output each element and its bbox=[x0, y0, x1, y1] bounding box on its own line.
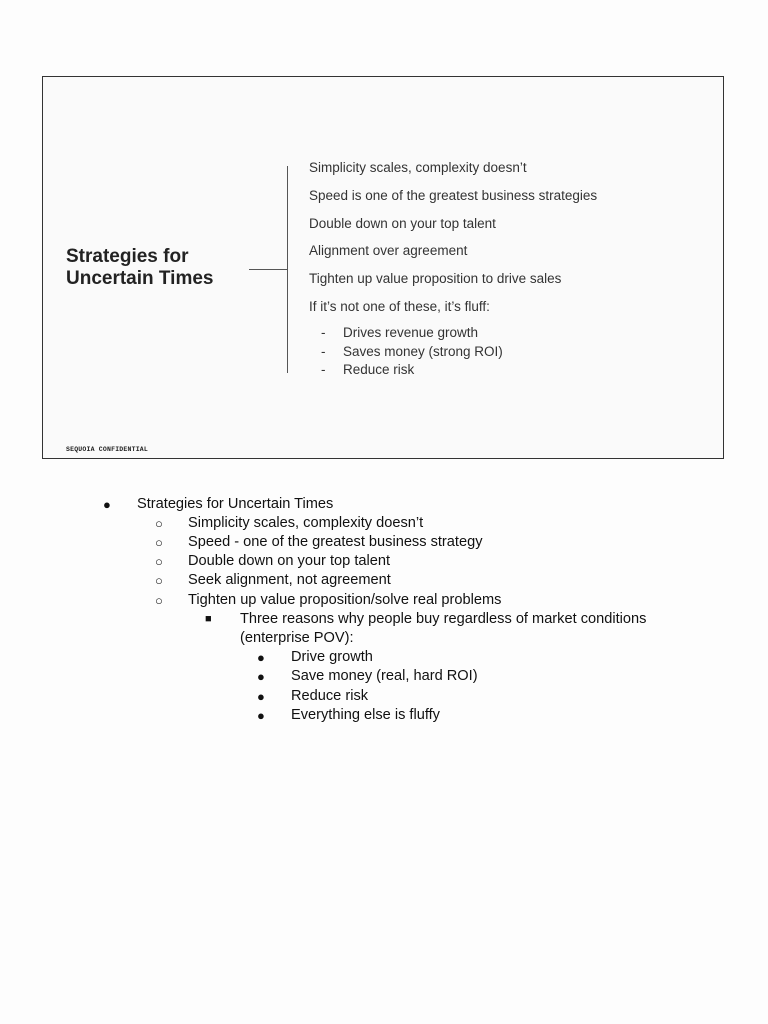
bullet-icon: ● bbox=[257, 708, 265, 723]
circle-bullet-icon: ○ bbox=[155, 535, 163, 550]
circle-bullet-icon: ○ bbox=[155, 554, 163, 569]
circle-bullet-icon: ○ bbox=[155, 516, 163, 531]
bullet-icon: ● bbox=[257, 650, 265, 665]
bullet-icon: ● bbox=[103, 497, 111, 512]
notes-subsubitem: Reduce risk bbox=[291, 688, 369, 704]
slide-point: If it’s not one of these, it’s fluff: bbox=[309, 298, 490, 314]
slide-point: Double down on your top talent bbox=[309, 215, 496, 231]
fluff-item bbox=[321, 324, 503, 343]
bullet-icon: ● bbox=[257, 689, 265, 704]
fluff-item-label: Reduce risk bbox=[343, 362, 415, 377]
confidential-footer: SEQUOIA CONFIDENTIAL bbox=[66, 446, 149, 453]
fluff-list bbox=[321, 324, 503, 380]
slide-point: Alignment over agreement bbox=[309, 243, 468, 259]
dash-marker: - bbox=[321, 343, 326, 359]
bracket-line bbox=[287, 166, 288, 373]
notes-subsubitem: Drive growth bbox=[291, 649, 373, 665]
notes-subitem-line1: Three reasons why people buy regardless of market conditions bbox=[240, 611, 647, 627]
fluff-item-label: Saves money (strong ROI) bbox=[343, 343, 503, 359]
notes-title: Strategies for Uncertain Times bbox=[137, 496, 334, 512]
notes-subsubitem: Everything else is fluffy bbox=[291, 707, 440, 723]
circle-bullet-icon: ○ bbox=[155, 573, 163, 588]
slide bbox=[42, 76, 724, 459]
fluff-item bbox=[321, 343, 503, 362]
notes-item: Speed - one of the greatest business strategy bbox=[188, 534, 483, 550]
slide-point: Simplicity scales, complexity doesn’t bbox=[309, 160, 527, 175]
circle-bullet-icon: ○ bbox=[155, 593, 163, 608]
bracket-connector bbox=[249, 269, 287, 270]
notes-item: Tighten up value proposition/solve real problems bbox=[188, 592, 502, 608]
slide-point: Tighten up value proposition to drive sales bbox=[309, 271, 562, 287]
notes-subitem-line2: (enterprise POV): bbox=[240, 630, 354, 646]
dash-marker: - bbox=[321, 362, 326, 377]
notes-subsubitem: Save money (real, hard ROI) bbox=[291, 668, 478, 684]
slide-title: Strategies for Uncertain Times bbox=[66, 246, 214, 289]
dash-marker: - bbox=[321, 325, 326, 340]
slide-point: Speed is one of the greatest business strategies bbox=[309, 187, 598, 203]
fluff-item bbox=[321, 361, 503, 380]
slide-points-list bbox=[309, 158, 597, 325]
notes-item: Simplicity scales, complexity doesn’t bbox=[188, 515, 424, 531]
notes-item: Seek alignment, not agreement bbox=[188, 572, 391, 588]
bullet-icon: ● bbox=[257, 669, 265, 684]
fluff-item-label: Drives revenue growth bbox=[343, 325, 479, 340]
square-bullet-icon: ■ bbox=[205, 613, 212, 625]
notes-item: Double down on your top talent bbox=[188, 553, 391, 569]
